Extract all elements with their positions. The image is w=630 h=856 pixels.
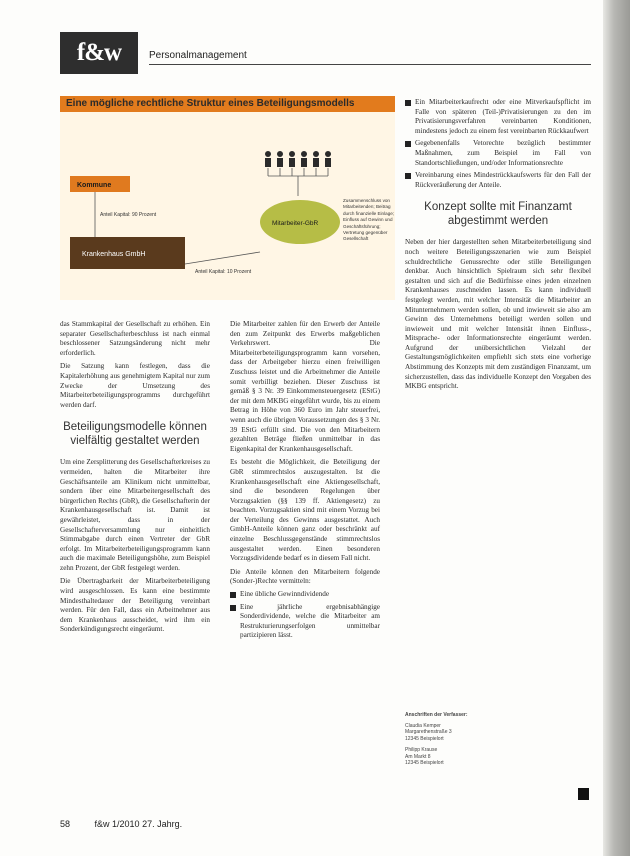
bullet-item: Ein Mitarbeiterkaufrecht oder eine Mitverkaufspflicht im Falle von späteren (Teil-)Privatisierungen zu den im Privatisierungsverfahren vereinbarten Konditionen, mindestens jedoch zu einem fest vereinbarten Rückkaufwert (405, 98, 591, 136)
journal-issue: f&w 1/2010 27. Jahrg. (94, 819, 183, 829)
text-column-1 (60, 320, 210, 639)
gbr-side-note: Zusammenschluss von Mitarbeitenden; Beitrag durch finanzielle Einlage; Einfluss auf Gewinn und Geschäftsführung; Vertretung gegenüber Gesellschaft (343, 198, 395, 242)
paragraph: Die Mitarbeiter zahlen für den Erwerb der Anteile den zum Zeitpunkt des Erwerbs maßgeblichen Verkehrswert. Die Mitarbeiterbeteiligungsprogramm kann vorsehen, dass der Arbeitgeber hierzu einen freiwilligen Zuschuss leistet und die Arbeitnehmer die Anteile somit verbilligt beziehen. Dieser Zuschuss ist gemäß § 3 Nr. 39 Einkommensteuergesetz (EStG) der mit dem MKBG eingeführt wurde, bis zu einem Betrag in Höhe von 360 Euro im Jahr steuerfrei, wenn auch die übrigen Voraussetzungen des § 3 Nr. 39 EStG erfüllt sind. Die von den Mitarbeitern gezahlten Beträge fließen unmittelbar in das Eigenkapital der Krankenhausgesellschaft. (230, 320, 380, 453)
section-heading: Konzept sollte mit Finanzamt abgestimmt werden (424, 201, 572, 228)
bullet-item: Eine übliche Gewinndividende (230, 590, 380, 600)
address-line: Margarethenstraße 3 (405, 729, 452, 735)
address-line: Philipp Krause (405, 747, 438, 753)
address-line: Claudia Kemper (405, 722, 441, 729)
paragraph: Es besteht die Möglichkeit, die Beteiligung der GbR stimmrechtslos auszugestalten. Ist die Krankenhausgesellschaft eine Aktiengesellschaft, sind die besonderen Regelungen über Vorzugsaktien (§§ 139 ff. Aktiengesetz) zu beachten. Vorzugsaktien sind mit einem Vorzug bei der Verteilung des Gewinns ausgestattet. Auch GmbH-Anteile können ganz oder beschränkt auf einzelne Beschlussgegenstände stimmrechtslos ausgestaltet werden. Einen besonderen Vorzugsdividende bedarf es in diesem Fall nicht. (230, 458, 380, 563)
kommune-label: Kommune (77, 182, 112, 189)
paragraph: Die Anteile können den Mitarbeitern folgende (Sonder-)Rechte vermitteln: (230, 567, 380, 586)
author-addresses (405, 712, 495, 772)
paragraph: Neben der hier dargestellten sehen Mitarbeiterbeteiligung sind noch weitere Beteiligungsszenarien wie zum Beispiel schuldrechtliche Genussrechte oder stille Beteiligungen denkbar. Auch hinsichtlich Spielraum sich sehr flexibel gestalten und sich auf die Bedürfnisse eines jeden einzelnen Krankenhauses zuschneiden lassen. Es kann individuell festgelegt werden, mit welcher Intensität die Mitarbeiter an Mitunternehmern werden sollen, ob und inwieweit sie also am Gewinn des Unternehmens beteiligt werden sollen und inwieweit und mit welcher Intensität ihnen Einfluss-, Mitsprache- oder Informationsrechte eingeräumt werden. Aufgrund der unübersichtlichen Vielzahl der Gestaltungsmöglichkeiten empfiehlt sich stets eine vorherige Abstimmung des Konzepts mit dem zuständigen Finanzamt, um sicherzustellen, dass das individuelle Konzept den Vorgaben des MKBG entspricht. (405, 238, 591, 391)
paragraph: Um eine Zersplitterung des Gesellschafterkreises zu vermeiden, halten die Mitarbeiter ihre Geschäftsanteile am Klinikum nicht unmittelbar, sondern über eine Mitarbeitergesellschaft des bürgerlichen Rechts (GbR), die Gesellschafterin der Krankenhausgesellschaft ist. Damit ist gewährleistet, dass in der Gesellschafterversammlung nur einheitlich Stimmabgabe durch einen Vertreter der GbR erfolgt. Im Mitarbeiterbeteiligungsprogramm kann auch die maximale Beteiligungshöhe, zum Beispiel zehn Prozent, der GbR festgelegt werden. (60, 458, 210, 572)
bullet-item: Eine jährliche ergebnisabhängige Sonderdividende, welche die Mitarbeiter am Restrukturierungserfolgen unmittelbar partizipieren lässt. (230, 603, 380, 641)
edge-bottom-label: Anteil Kapital: 10 Prozent (195, 269, 252, 275)
article-end-mark (578, 788, 589, 800)
structure-figure (60, 96, 395, 300)
section-label: Personalmanagement (149, 50, 247, 61)
address-line: Am Markt 8 (405, 753, 431, 760)
address-line: 12345 Beispielort (405, 760, 444, 766)
header-rule (149, 64, 591, 65)
address-block (405, 747, 495, 767)
paragraph: das Stammkapital der Gesellschaft zu erhöhen. Ein separater Gesellschafterbeschluss ist nach einmal beschlossener Satzungsänderung nicht mehr erforderlich. (60, 320, 210, 357)
address-line: 12345 Beispielort (405, 735, 444, 742)
page-number: 58 (60, 819, 71, 829)
address-block (405, 723, 495, 743)
paragraph: Die Satzung kann festlegen, dass die Kapitalerhöhung aus genehmigtem Kapital nur zum Zwecke der Umsetzung des Mitarbeiterbeteiligungsprogramms durchgeführt werden darf. (60, 362, 210, 409)
bullet-item: Vereinbarung eines Mindestrückkaufswerts für den Fall der Rückveräußerung der Anteile. (405, 171, 591, 190)
paragraph: Die Übertragbarkeit der Mitarbeiterbeteiligung wird ausgeschlossen. Es kann eine bestimmte Mindesthaltedauer der Beteiligung vereinbart werden. Für den Fall, dass ein Arbeitnehmer aus dem Krankenhaus ausscheidet, wird ihm ein Sonderkündigungsrecht eingeräumt. (60, 577, 210, 634)
section-heading: Beteiligungsmodelle können vielfältig gestaltet werden (63, 421, 207, 448)
page-edge-shadow (603, 0, 630, 856)
journal-logo: f&w (60, 32, 138, 74)
krankenhaus-label: Krankenhaus GmbH (82, 251, 146, 258)
employee-group-icon (265, 151, 331, 167)
text-column-2 (230, 320, 380, 644)
text-column-3 (405, 98, 591, 396)
edge-top-label: Anteil Kapital: 90 Prozent (100, 212, 157, 218)
page-footer (60, 819, 182, 829)
gbr-label: Mitarbeiter-GbR (272, 220, 319, 227)
address-heading: Anschriften der Verfasser: (405, 712, 468, 718)
structure-diagram (60, 112, 395, 300)
figure-title: Eine mögliche rechtliche Struktur eines Beteiligungsmodells (60, 96, 395, 112)
bullet-item: Gegebenenfalls Vetorechte bezüglich bestimmter Maßnahmen, zum Beispiel im Fall von Standortschließungen, und/oder Informationsrechte (405, 139, 591, 168)
